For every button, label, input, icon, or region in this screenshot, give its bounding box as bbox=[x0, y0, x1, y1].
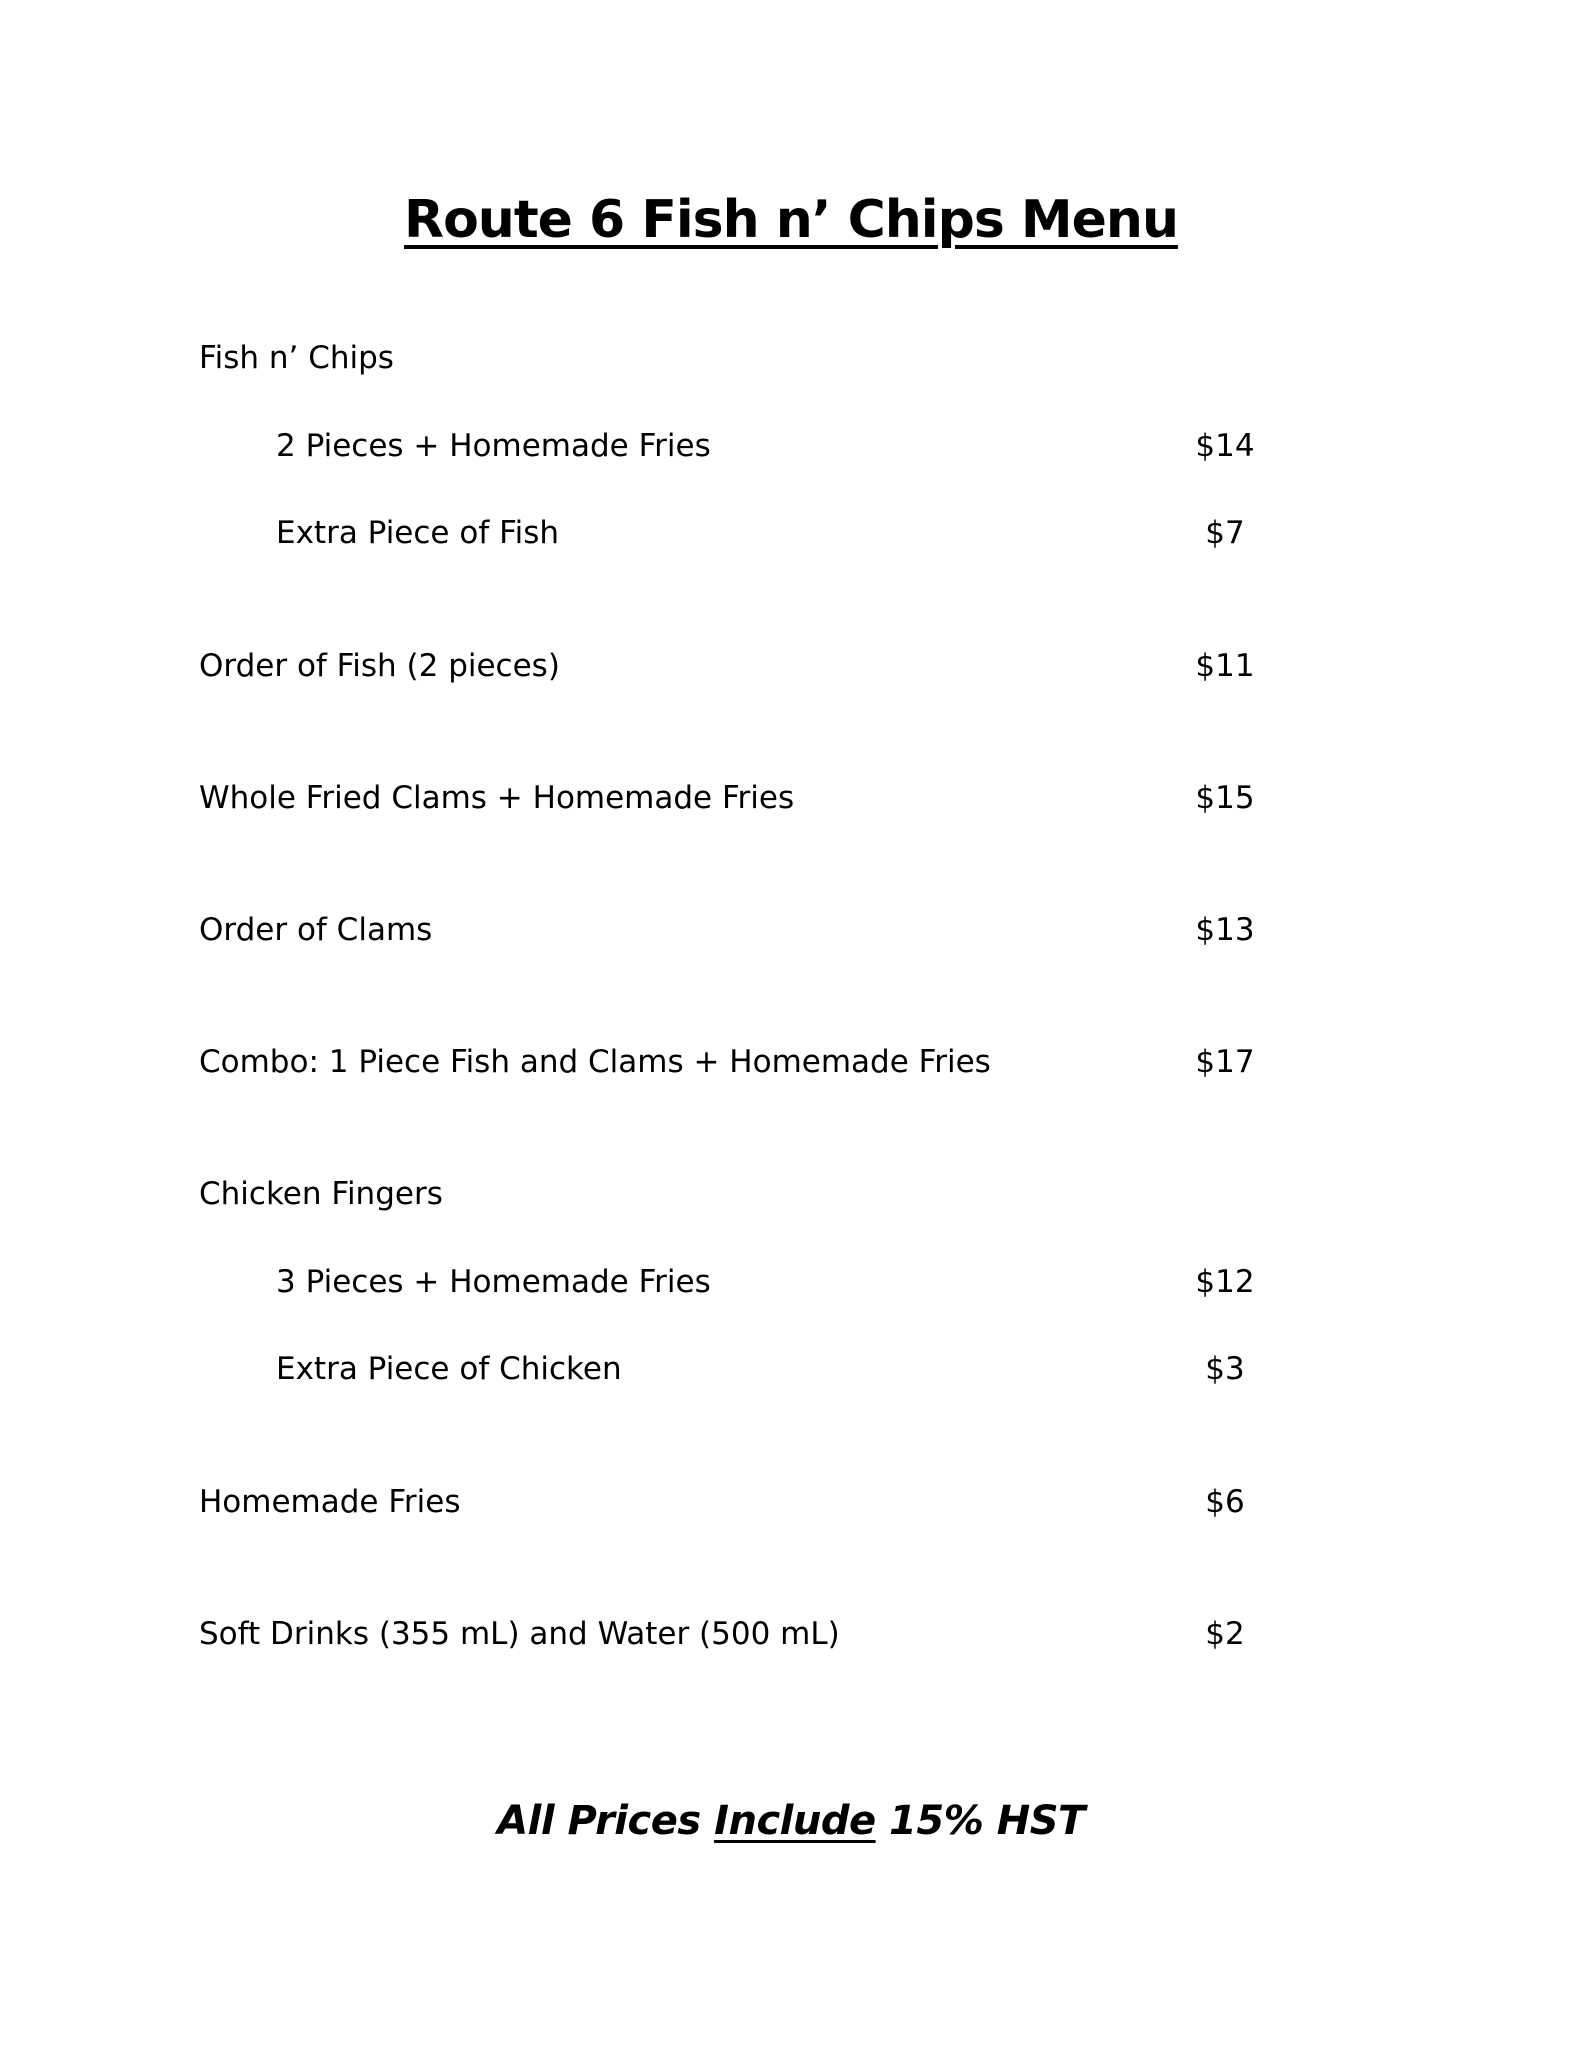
menu-item-label: 3 Pieces + Homemade Fries bbox=[276, 1264, 711, 1300]
menu-item bbox=[0, 1174, 1582, 1214]
menu-item bbox=[0, 1482, 1582, 1522]
menu-item bbox=[0, 513, 1582, 553]
menu-item bbox=[0, 1262, 1582, 1302]
menu-title bbox=[0, 185, 1582, 255]
menu-item-price: $15 bbox=[1195, 780, 1255, 816]
menu-item-price: $12 bbox=[1195, 1264, 1255, 1300]
menu-item bbox=[0, 778, 1582, 818]
menu-item bbox=[0, 1042, 1582, 1082]
menu-item bbox=[0, 646, 1582, 686]
menu-item bbox=[0, 338, 1582, 378]
menu-item-price: $6 bbox=[1205, 1484, 1245, 1520]
menu-item-label: Homemade Fries bbox=[199, 1484, 461, 1520]
menu-item-label: Order of Fish (2 pieces) bbox=[199, 648, 560, 684]
menu-section-heading: Fish n’ Chips bbox=[199, 340, 394, 376]
menu-item-label: Soft Drinks (355 mL) and Water (500 mL) bbox=[199, 1616, 840, 1652]
menu-item-price: $13 bbox=[1195, 912, 1255, 948]
tax-note bbox=[0, 1793, 1582, 1849]
menu-item bbox=[0, 910, 1582, 950]
menu-item-price: $17 bbox=[1195, 1044, 1255, 1080]
menu-item-label: Combo: 1 Piece Fish and Clams + Homemade Fries bbox=[199, 1044, 991, 1080]
tax-note-suffix: 15% HST bbox=[875, 1798, 1085, 1844]
menu-item-label: Extra Piece of Fish bbox=[276, 515, 560, 551]
menu-item-label: 2 Pieces + Homemade Fries bbox=[276, 428, 711, 464]
tax-note-emphasis: Include bbox=[714, 1798, 876, 1844]
menu-item bbox=[0, 426, 1582, 466]
menu-item-price: $14 bbox=[1195, 428, 1255, 464]
menu-item-price: $3 bbox=[1205, 1351, 1245, 1387]
menu-item-label: Extra Piece of Chicken bbox=[276, 1351, 622, 1387]
menu-item bbox=[0, 1349, 1582, 1389]
menu-item-price: $2 bbox=[1205, 1616, 1245, 1652]
menu-item-label: Whole Fried Clams + Homemade Fries bbox=[199, 780, 795, 816]
menu-item-price: $7 bbox=[1205, 515, 1245, 551]
menu-title-text: Route 6 Fish n’ Chips Menu bbox=[404, 190, 1178, 250]
menu-item bbox=[0, 1614, 1582, 1654]
tax-note-prefix: All Prices bbox=[497, 1798, 715, 1844]
menu-section-heading: Chicken Fingers bbox=[199, 1176, 443, 1212]
menu-item-label: Order of Clams bbox=[199, 912, 433, 948]
menu-item-price: $11 bbox=[1195, 648, 1255, 684]
